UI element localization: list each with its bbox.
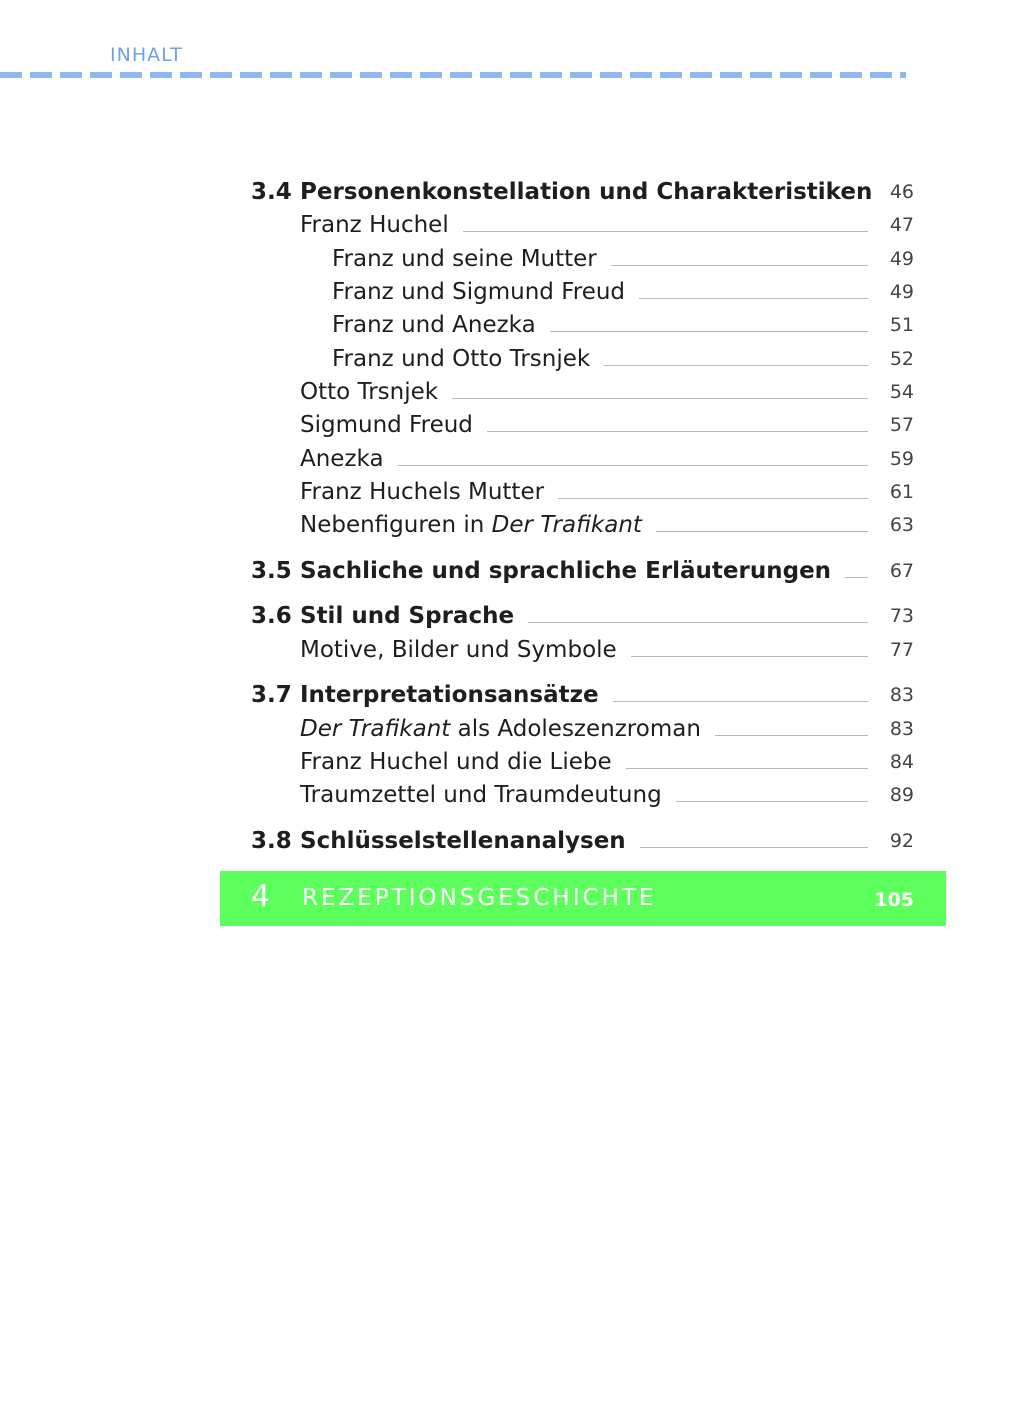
toc-entry[interactable]	[0, 443, 1024, 475]
toc-entry[interactable]	[0, 779, 1024, 811]
page-number: 54	[889, 381, 914, 403]
page-number: 46	[889, 181, 914, 203]
toc-entry[interactable]	[0, 376, 1024, 408]
section-number: 3.4	[251, 179, 292, 205]
entry-title: Franz und seine Mutter	[332, 243, 611, 275]
title-text: Nebenfiguren in	[300, 512, 492, 538]
chapter-number: 4	[251, 879, 271, 914]
entry-title: Stil und Sprache	[300, 600, 528, 632]
toc-entry[interactable]	[0, 276, 1024, 308]
page-number: 89	[889, 784, 914, 806]
page-number: 47	[889, 214, 914, 236]
page-number: 52	[889, 348, 914, 370]
section-number: 3.8	[251, 828, 292, 854]
page-number: 61	[889, 481, 914, 503]
toc-entry[interactable]	[0, 746, 1024, 778]
page-number: 63	[889, 514, 914, 536]
section-number: 3.7	[251, 682, 292, 708]
toc-entry[interactable]	[0, 409, 1024, 441]
toc-entry[interactable]	[0, 509, 1024, 541]
entry-title: Sigmund Freud	[300, 409, 487, 441]
toc-entry-3-5[interactable]	[0, 555, 1024, 587]
entry-title: Traumzettel und Traumdeutung	[300, 779, 676, 811]
header-dashed-rule	[0, 72, 906, 78]
page-number: 51	[889, 314, 914, 336]
entry-title	[300, 713, 715, 745]
entry-title: Franz und Anezka	[332, 309, 550, 341]
toc-entry-3-6[interactable]	[0, 600, 1024, 632]
page-number: 73	[889, 605, 914, 627]
toc-entry[interactable]	[0, 309, 1024, 341]
chapter-page-number: 105	[874, 889, 914, 911]
entry-title	[300, 509, 656, 541]
entry-title: Personenkonstellation und Charakteristiken	[300, 176, 886, 208]
title-text: als Adoleszenzroman	[450, 716, 701, 742]
toc-entry-3-7[interactable]	[0, 679, 1024, 711]
page-number: 59	[889, 448, 914, 470]
page-number: 83	[889, 718, 914, 740]
page-number: 57	[889, 414, 914, 436]
entry-title: Motive, Bilder und Symbole	[300, 634, 631, 666]
entry-title: Schlüsselstellenanalysen	[300, 825, 640, 857]
section-header-label: INHALT	[110, 44, 183, 66]
chapter-4-banner[interactable]	[220, 871, 946, 926]
page-number: 67	[889, 560, 914, 582]
entry-title: Franz Huchels Mutter	[300, 476, 558, 508]
book-title-italic: Der Trafikant	[300, 716, 451, 742]
entry-title: Franz und Sigmund Freud	[332, 276, 639, 308]
entry-title: Otto Trsnjek	[300, 376, 452, 408]
page-number: 49	[889, 281, 914, 303]
page-number: 77	[889, 639, 914, 661]
entry-title: Franz und Otto Trsnjek	[332, 343, 604, 375]
section-number: 3.5	[251, 558, 292, 584]
toc-entry[interactable]	[0, 476, 1024, 508]
toc-entry[interactable]	[0, 713, 1024, 745]
page-number: 92	[889, 830, 914, 852]
toc-entry-3-8[interactable]	[0, 825, 1024, 857]
page-number: 84	[889, 751, 914, 773]
page-number: 49	[889, 248, 914, 270]
chapter-title: REZEPTIONSGESCHICHTE	[302, 885, 657, 911]
toc-entry[interactable]	[0, 243, 1024, 275]
toc-entry-3-4[interactable]	[0, 176, 1024, 208]
toc-entry[interactable]	[0, 634, 1024, 666]
page-number: 83	[889, 684, 914, 706]
toc-entry[interactable]	[0, 209, 1024, 241]
entry-title: Franz Huchel und die Liebe	[300, 746, 626, 778]
entry-title: Anezka	[300, 443, 398, 475]
entry-title: Franz Huchel	[300, 209, 463, 241]
toc-entry[interactable]	[0, 343, 1024, 375]
entry-title: Sachliche und sprachliche Erläuterungen	[300, 555, 845, 587]
section-number: 3.6	[251, 603, 292, 629]
book-title-italic: Der Trafikant	[491, 512, 642, 538]
entry-title: Interpretationsansätze	[300, 679, 613, 711]
